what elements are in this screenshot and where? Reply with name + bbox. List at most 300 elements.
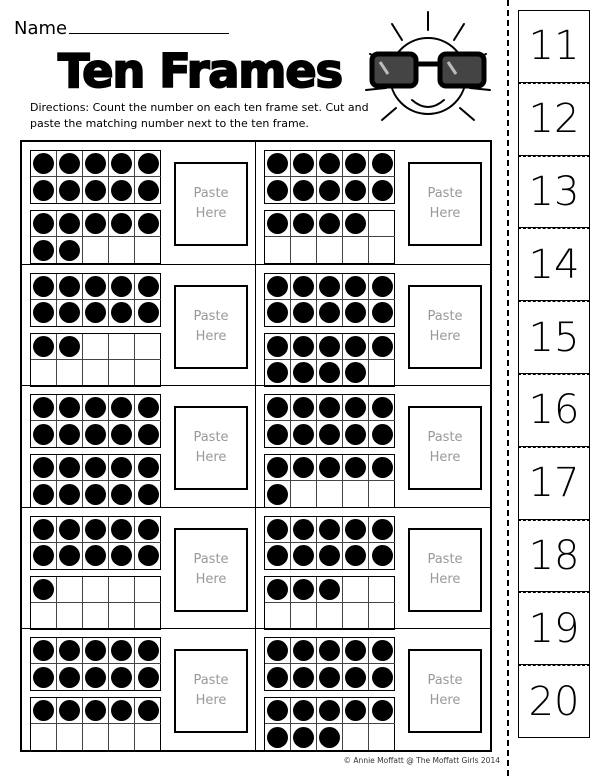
paste-label: Paste <box>427 308 463 324</box>
cutout-number-19[interactable]: 19 <box>518 592 590 665</box>
ten-frame-box <box>135 300 161 326</box>
ten-frame-box <box>343 151 369 177</box>
counter-dot <box>85 519 106 540</box>
counter-dot <box>111 302 132 323</box>
ten-frame-box <box>343 300 369 326</box>
counter-dot <box>59 302 80 323</box>
cutout-number-15[interactable]: 15 <box>518 301 590 374</box>
counter-dot <box>267 457 288 478</box>
counter-dot <box>111 519 132 540</box>
counter-dot <box>33 153 54 174</box>
counter-dot <box>85 213 106 234</box>
counter-dot <box>372 336 393 357</box>
paste-here-box[interactable] <box>174 528 248 612</box>
counter-dot <box>372 397 393 418</box>
ten-frame-box <box>291 274 317 300</box>
counter-dot <box>33 397 54 418</box>
counter-dot <box>111 484 132 505</box>
here-label: Here <box>429 693 461 709</box>
ten-frame-box <box>57 603 83 629</box>
paste-here-box[interactable] <box>408 406 482 490</box>
ten-frame-box <box>265 664 291 690</box>
ten-frame-box <box>31 481 57 507</box>
ten-frame-box <box>369 211 395 237</box>
paste-here-box[interactable] <box>408 649 482 733</box>
counter-dot <box>33 519 54 540</box>
directions: Directions: Count the number on each ten frame set. Cut and paste the matching number next to the ten frame. <box>30 101 369 130</box>
counter-dot <box>267 579 288 600</box>
counter-dot <box>293 640 314 661</box>
ten-frame-box <box>57 638 83 664</box>
ten-frame-box <box>57 543 83 569</box>
ten-frame-box <box>291 300 317 326</box>
ten-frame-box <box>57 724 83 750</box>
ten-frame-box <box>265 395 291 421</box>
ten-frame-box <box>31 724 57 750</box>
counter-dot <box>293 424 314 445</box>
ten-frame-box <box>317 334 343 360</box>
ten-frame-box <box>343 698 369 724</box>
ten-frame-box <box>291 360 317 386</box>
ten-frame-box <box>343 638 369 664</box>
counter-dot <box>33 424 54 445</box>
ten-frame-box <box>343 603 369 629</box>
here-label: Here <box>429 206 461 221</box>
ten-frame-box <box>109 360 135 386</box>
ten-frame-box <box>31 300 57 326</box>
ten-frame-box <box>317 698 343 724</box>
ten-frame-box <box>343 517 369 543</box>
ten-frame-box <box>317 300 343 326</box>
ten-frame-box <box>135 211 161 237</box>
ten-frame-box <box>109 577 135 603</box>
ten-frame-box <box>317 421 343 447</box>
ten-frame-box <box>343 177 369 203</box>
ten-frame <box>30 150 161 204</box>
counter-dot <box>319 727 340 748</box>
ten-frame-box <box>31 421 57 447</box>
counter-dot <box>138 213 159 234</box>
ten-frame-set <box>22 628 256 750</box>
counter-dot <box>372 424 393 445</box>
ten-frame-box <box>291 395 317 421</box>
ten-frame-box <box>369 300 395 326</box>
counter-dot <box>267 424 288 445</box>
counter-dot <box>59 180 80 201</box>
counter-dot <box>33 302 54 323</box>
cutout-number-11[interactable]: 11 <box>518 10 590 83</box>
counter-dot <box>345 700 366 721</box>
ten-frame-box <box>57 577 83 603</box>
ten-frame-box <box>31 638 57 664</box>
counter-dot <box>138 519 159 540</box>
counter-dot <box>345 640 366 661</box>
counter-dot <box>111 424 132 445</box>
counter-dot <box>319 276 340 297</box>
ten-frame-box <box>265 481 291 507</box>
counter-dot <box>267 484 288 505</box>
here-label: Here <box>429 571 461 587</box>
counter-dot <box>293 213 314 234</box>
ten-frame-box <box>291 543 317 569</box>
counter-dot <box>319 519 340 540</box>
ten-frame-box <box>369 724 395 750</box>
ten-frame-box <box>369 177 395 203</box>
ten-frame-box <box>369 603 395 629</box>
ten-frame-box <box>343 421 369 447</box>
ten-frame-box <box>109 421 135 447</box>
counter-dot <box>319 397 340 418</box>
counter-dot <box>293 276 314 297</box>
ten-frame-box <box>109 395 135 421</box>
paste-here-box[interactable] <box>408 285 482 369</box>
ten-frame-box <box>83 237 109 263</box>
ten-frame-box <box>317 664 343 690</box>
ten-frame-box <box>265 543 291 569</box>
ten-frame-box <box>83 481 109 507</box>
counter-dot <box>138 700 159 721</box>
ten-frame-box <box>265 151 291 177</box>
ten-frame-box <box>265 603 291 629</box>
counter-dot <box>319 640 340 661</box>
ten-frame-box <box>109 638 135 664</box>
ten-frame-box <box>83 300 109 326</box>
ten-frame <box>264 576 395 630</box>
counter-dot <box>85 700 106 721</box>
counter-dot <box>33 180 54 201</box>
ten-frame-box <box>291 577 317 603</box>
ten-frame-box <box>369 638 395 664</box>
counter-dot <box>372 180 393 201</box>
ten-frame-box <box>57 237 83 263</box>
ten-frame-box <box>135 638 161 664</box>
counter-dot <box>111 667 132 688</box>
ten-frame-set <box>22 264 256 386</box>
counter-dot <box>111 276 132 297</box>
counter-dot <box>111 213 132 234</box>
ten-frame-box <box>57 517 83 543</box>
counter-dot <box>59 213 80 234</box>
ten-frame-box <box>109 664 135 690</box>
counter-dot <box>138 302 159 323</box>
counter-dot <box>293 302 314 323</box>
paste-label: Paste <box>193 430 229 446</box>
counter-dot <box>267 640 288 661</box>
ten-frame-box <box>317 724 343 750</box>
counter-dot <box>293 727 314 748</box>
counter-dot <box>59 397 80 418</box>
counter-dot <box>345 424 366 445</box>
counter-dot <box>372 700 393 721</box>
counter-dot <box>33 640 54 661</box>
counter-dot <box>111 457 132 478</box>
paste-label: Paste <box>427 430 463 446</box>
ten-frame-box <box>291 211 317 237</box>
ten-frame-box <box>83 360 109 386</box>
ten-frame-box <box>83 455 109 481</box>
counter-dot <box>138 545 159 566</box>
ten-frame-box <box>317 577 343 603</box>
ten-frame-box <box>343 395 369 421</box>
counter-dot <box>293 579 314 600</box>
counter-dot <box>319 153 340 174</box>
ten-frame-box <box>109 481 135 507</box>
ten-frame-box <box>57 300 83 326</box>
paste-label: Paste <box>427 551 463 567</box>
ten-frame <box>30 333 161 387</box>
ten-frame <box>264 210 395 264</box>
ten-frame-box <box>369 421 395 447</box>
counter-dot <box>138 276 159 297</box>
ten-frame-box <box>83 395 109 421</box>
counter-dot <box>345 153 366 174</box>
counter-dot <box>345 276 366 297</box>
ten-frame-box <box>135 395 161 421</box>
counter-dot <box>319 579 340 600</box>
ten-frame-box <box>31 151 57 177</box>
ten-frame-box <box>317 237 343 263</box>
ten-frame-box <box>83 664 109 690</box>
paste-label: Paste <box>193 308 229 324</box>
counter-dot <box>267 153 288 174</box>
here-label: Here <box>429 450 461 466</box>
ten-frame-box <box>83 177 109 203</box>
ten-frame-box <box>369 360 395 386</box>
counter-dot <box>33 667 54 688</box>
counter-dot <box>293 153 314 174</box>
ten-frame-set <box>22 385 256 507</box>
cut-line <box>507 0 509 776</box>
counter-dot <box>85 640 106 661</box>
ten-frame-box <box>369 517 395 543</box>
paste-here-box[interactable] <box>174 162 248 246</box>
number-cutout-strip <box>518 0 590 776</box>
ten-frame <box>30 454 161 508</box>
cutout-number-12[interactable]: 12 <box>518 83 590 156</box>
ten-frame-box <box>369 664 395 690</box>
counter-dot <box>33 700 54 721</box>
ten-frame-box <box>343 481 369 507</box>
ten-frame <box>30 697 161 751</box>
paste-here-box[interactable] <box>408 528 482 612</box>
ten-frame-box <box>57 360 83 386</box>
ten-frame <box>264 333 395 387</box>
counter-dot <box>138 180 159 201</box>
ten-frame-box <box>317 274 343 300</box>
ten-frame-box <box>57 664 83 690</box>
counter-dot <box>319 667 340 688</box>
counter-dot <box>111 545 132 566</box>
counter-dot <box>59 640 80 661</box>
counter-dot <box>293 336 314 357</box>
counter-dot <box>138 153 159 174</box>
ten-frame-box <box>31 274 57 300</box>
ten-frame-set <box>256 507 492 629</box>
counter-dot <box>138 457 159 478</box>
paste-here-box[interactable] <box>174 406 248 490</box>
ten-frame-box <box>265 211 291 237</box>
counter-dot <box>372 640 393 661</box>
ten-frame-box <box>135 481 161 507</box>
ten-frame-box <box>265 698 291 724</box>
ten-frame-box <box>83 603 109 629</box>
ten-frame-box <box>83 274 109 300</box>
ten-frame-box <box>317 517 343 543</box>
counter-dot <box>111 397 132 418</box>
ten-frame-box <box>57 455 83 481</box>
ten-frame-box <box>291 177 317 203</box>
cutout-number-18[interactable]: 18 <box>518 520 590 593</box>
ten-frame-box <box>109 211 135 237</box>
counter-dot <box>59 700 80 721</box>
paste-here-box[interactable] <box>408 162 482 246</box>
ten-frame-box <box>265 638 291 664</box>
ten-frame-box <box>109 237 135 263</box>
ten-frame-box <box>317 177 343 203</box>
cutout-number-13[interactable]: 13 <box>518 156 590 229</box>
ten-frame-grid <box>20 140 492 752</box>
ten-frame-box <box>135 455 161 481</box>
counter-dot <box>372 545 393 566</box>
counter-dot <box>372 276 393 297</box>
counter-dot <box>319 180 340 201</box>
counter-dot <box>267 336 288 357</box>
counter-dot <box>138 484 159 505</box>
sun-with-sunglasses-icon <box>362 10 494 132</box>
ten-frame-box <box>343 664 369 690</box>
name-line <box>14 18 229 39</box>
ten-frame-box <box>343 724 369 750</box>
counter-dot <box>59 240 80 261</box>
ten-frame-box <box>291 237 317 263</box>
ten-frame <box>30 210 161 264</box>
counter-dot <box>345 457 366 478</box>
ten-frame-box <box>109 517 135 543</box>
ten-frame-box <box>291 724 317 750</box>
ten-frame <box>264 454 395 508</box>
ten-frame-box <box>83 724 109 750</box>
counter-dot <box>267 362 288 383</box>
counter-dot <box>319 457 340 478</box>
ten-frame-box <box>31 517 57 543</box>
ten-frame-box <box>291 603 317 629</box>
cutout-number-20[interactable]: 20 <box>518 665 590 738</box>
counter-dot <box>85 153 106 174</box>
ten-frame-box <box>265 177 291 203</box>
counter-dot <box>319 424 340 445</box>
counter-dot <box>33 545 54 566</box>
ten-frame-box <box>31 455 57 481</box>
ten-frame-box <box>265 517 291 543</box>
counter-dot <box>267 302 288 323</box>
ten-frame-box <box>109 151 135 177</box>
ten-frame-box <box>265 334 291 360</box>
ten-frame-box <box>135 334 161 360</box>
counter-dot <box>267 180 288 201</box>
page-title: Ten Frames <box>58 44 342 98</box>
counter-dot <box>111 153 132 174</box>
ten-frame-box <box>291 664 317 690</box>
counter-dot <box>33 484 54 505</box>
ten-frame-box <box>369 577 395 603</box>
here-label: Here <box>429 328 461 344</box>
ten-frame-box <box>369 334 395 360</box>
ten-frame <box>30 516 161 570</box>
ten-frame-box <box>31 603 57 629</box>
counter-dot <box>59 519 80 540</box>
ten-frame-box <box>369 151 395 177</box>
ten-frame-box <box>83 638 109 664</box>
ten-frame-box <box>343 211 369 237</box>
paste-here-box[interactable] <box>174 285 248 369</box>
ten-frame-box <box>135 577 161 603</box>
counter-dot <box>59 153 80 174</box>
counter-dot <box>85 276 106 297</box>
ten-frame-box <box>135 603 161 629</box>
name-write-line[interactable] <box>69 19 229 34</box>
ten-frame-box <box>135 664 161 690</box>
ten-frame-box <box>109 698 135 724</box>
paste-label: Paste <box>193 673 229 689</box>
ten-frame-box <box>343 360 369 386</box>
ten-frame-box <box>109 724 135 750</box>
ten-frame-box <box>31 360 57 386</box>
ten-frame-box <box>31 698 57 724</box>
counter-dot <box>372 302 393 323</box>
paste-here-box[interactable] <box>174 649 248 733</box>
ten-frame-box <box>135 177 161 203</box>
counter-dot <box>345 336 366 357</box>
ten-frame-box <box>369 698 395 724</box>
here-label: Here <box>195 693 227 709</box>
ten-frame-box <box>317 211 343 237</box>
counter-dot <box>293 667 314 688</box>
ten-frame-box <box>135 698 161 724</box>
counter-dot <box>372 667 393 688</box>
counter-dot <box>138 640 159 661</box>
ten-frame-box <box>317 360 343 386</box>
counter-dot <box>319 700 340 721</box>
cutout-number-14[interactable]: 14 <box>518 228 590 301</box>
ten-frame-box <box>369 481 395 507</box>
ten-frame-box <box>135 151 161 177</box>
ten-frame-box <box>83 698 109 724</box>
counter-dot <box>267 276 288 297</box>
ten-frame <box>264 637 395 691</box>
counter-dot <box>85 667 106 688</box>
ten-frame-box <box>265 421 291 447</box>
ten-frame-box <box>109 274 135 300</box>
ten-frame-box <box>31 577 57 603</box>
ten-frame <box>264 273 395 327</box>
ten-frame <box>264 150 395 204</box>
counter-dot <box>267 727 288 748</box>
counter-dot <box>267 667 288 688</box>
counter-dot <box>293 180 314 201</box>
ten-frame-set <box>256 628 492 750</box>
ten-frame-box <box>57 395 83 421</box>
ten-frame-box <box>57 177 83 203</box>
counter-dot <box>345 545 366 566</box>
ten-frame-box <box>291 698 317 724</box>
ten-frame-box <box>57 481 83 507</box>
counter-dot <box>85 545 106 566</box>
counter-dot <box>85 302 106 323</box>
cutout-number-16[interactable]: 16 <box>518 374 590 447</box>
counter-dot <box>345 362 366 383</box>
cutout-number-17[interactable]: 17 <box>518 447 590 520</box>
footer-copyright: © Annie Moffatt @ The Moffatt Girls 2014 <box>343 756 500 765</box>
